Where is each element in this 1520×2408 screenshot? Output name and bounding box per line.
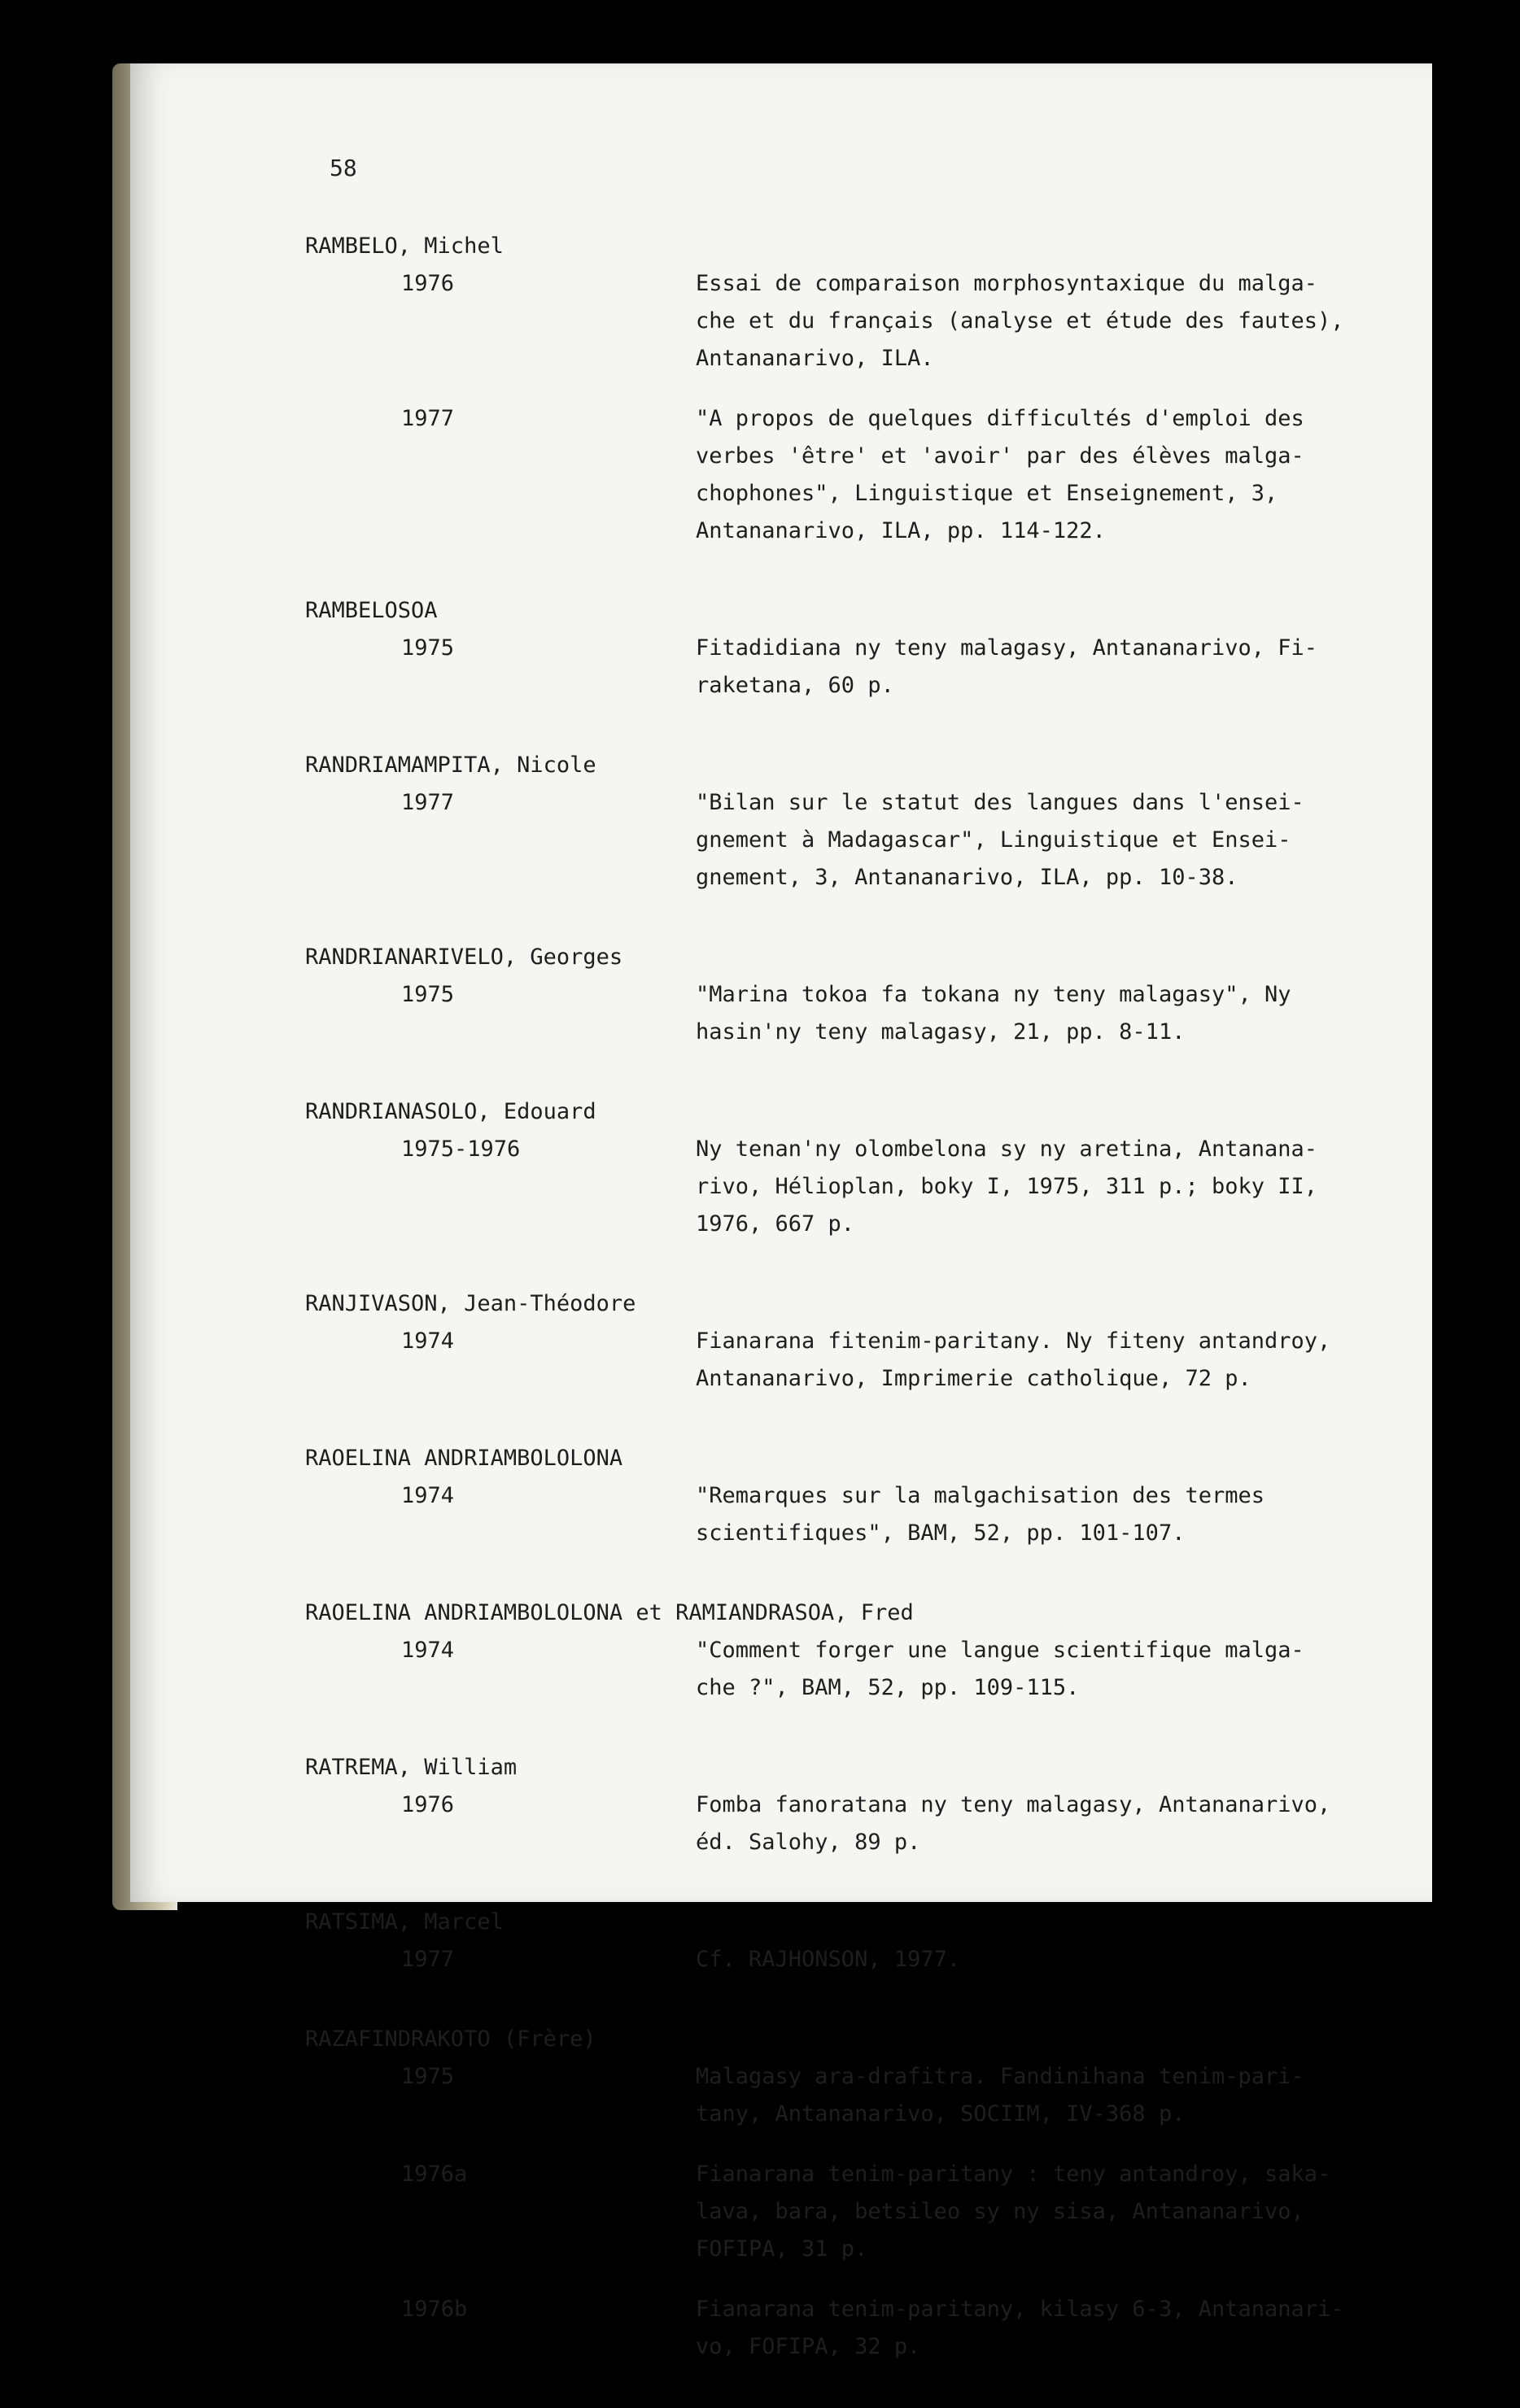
entry-work: [305, 1131, 1347, 1243]
bibliography-entry: [305, 939, 1347, 1051]
entry-author: RAMBELOSOA: [305, 598, 438, 623]
work-year: 1976: [401, 1792, 455, 1817]
work-year: 1975: [401, 982, 455, 1007]
citation-line: vo, FOFIPA, 32 p.: [696, 2334, 921, 2359]
entry-author: RATREMA, William: [305, 1755, 518, 1780]
page-number: 58: [330, 155, 357, 181]
work-citation: [696, 784, 1347, 896]
entry-work: [305, 400, 1347, 550]
work-citation: [696, 265, 1347, 377]
work-year: 1976b: [401, 2297, 468, 2322]
work-year: 1975: [401, 635, 455, 661]
citation-line: scientifiques", BAM, 52, pp. 101-107.: [696, 1520, 1186, 1546]
work-citation: [696, 2058, 1347, 2133]
citation-line: lava, bara, betsileo sy ny sisa, Antananarivo,: [696, 2199, 1304, 2224]
citation-line: tany, Antananarivo, SOCIIM, IV-368 p.: [696, 2101, 1186, 2127]
bibliography-entry: [305, 1285, 1347, 1398]
entry-author: RAOELINA ANDRIAMBOLOLONA et RAMIANDRASOA, Fred: [305, 1600, 914, 1625]
citation-line: 1976, 667 p.: [696, 1211, 855, 1237]
work-year: 1976: [401, 271, 455, 296]
citation-line: FOFIPA, 31 p.: [696, 2236, 868, 2262]
bibliography-entry: [305, 1594, 1347, 1707]
entry-work: [305, 1786, 1347, 1861]
entry-work: [305, 1941, 1347, 1978]
citation-line: Antananarivo, ILA.: [696, 346, 934, 371]
citation-line: rivo, Hélioplan, boky I, 1975, 311 p.; boky II,: [696, 1174, 1318, 1199]
work-year: 1977: [401, 790, 455, 815]
bibliography-entry: [305, 747, 1347, 896]
entry-author: RATSIMA, Marcel: [305, 1909, 504, 1935]
entry-author: RAZAFINDRAKOTO (Frère): [305, 2026, 596, 2052]
work-citation: [696, 1786, 1347, 1861]
citation-line: gnement à Madagascar", Linguistique et Ensei-: [696, 827, 1291, 853]
citation-line: Cf. RAJHONSON, 1977.: [696, 1947, 961, 1972]
bibliography-entry: [305, 2021, 1347, 2366]
bibliography-entry: [305, 1749, 1347, 1861]
bibliography-entry: [305, 1440, 1347, 1552]
bibliography-entry: [305, 1093, 1347, 1243]
entry-author: RANDRIANARIVELO, Georges: [305, 944, 623, 970]
entry-author: RANDRIAMAMPITA, Nicole: [305, 752, 596, 778]
work-citation: [696, 1632, 1347, 1707]
citation-line: Ny tenan'ny olombelona sy ny aretina, Antanana-: [696, 1136, 1318, 1162]
entry-work: [305, 2291, 1347, 2366]
citation-line: "Bilan sur le statut des langues dans l'ensei-: [696, 790, 1304, 815]
entry-author: RAOELINA ANDRIAMBOLOLONA: [305, 1446, 623, 1471]
work-citation: [696, 2291, 1347, 2366]
entry-work: [305, 265, 1347, 377]
entry-work: [305, 2058, 1347, 2133]
entry-work: [305, 1323, 1347, 1398]
work-year: 1974: [401, 1483, 455, 1508]
work-citation: [696, 1131, 1347, 1243]
entry-author: RAMBELO, Michel: [305, 233, 504, 259]
citation-line: "Marina tokoa fa tokana ny teny malagasy", Ny: [696, 982, 1291, 1007]
bibliography-entry: [305, 228, 1347, 550]
entry-author: RANDRIANASOLO, Edouard: [305, 1099, 596, 1124]
work-gap: [305, 377, 1347, 400]
citation-line: Fitadidiana ny teny malagasy, Antananarivo, Fi-: [696, 635, 1318, 661]
citation-line: Fianarana tenim-paritany : teny antandroy, saka-: [696, 2162, 1331, 2187]
entry-work: [305, 784, 1347, 896]
bibliography-entry: [305, 1904, 1347, 1978]
citation-line: Malagasy ara-drafitra. Fandinihana tenim-pari-: [696, 2064, 1304, 2089]
citation-line: Fianarana fitenim-paritany. Ny fiteny antandroy,: [696, 1328, 1331, 1354]
work-year: 1976a: [401, 2162, 468, 2187]
citation-line: "Comment forger une langue scientifique malga-: [696, 1638, 1304, 1663]
work-citation: [696, 630, 1347, 705]
citation-line: verbes 'être' et 'avoir' par des élèves malga-: [696, 443, 1304, 469]
work-citation: [696, 1323, 1347, 1398]
citation-line: Antananarivo, ILA, pp. 114-122.: [696, 518, 1106, 543]
citation-line: raketana, 60 p.: [696, 673, 894, 698]
entry-work: [305, 630, 1347, 705]
work-citation: [696, 2156, 1347, 2268]
work-year: 1977: [401, 1947, 455, 1972]
bibliography-entry: [305, 592, 1347, 705]
work-year: 1975-1976: [401, 1136, 521, 1162]
entry-work: [305, 976, 1347, 1051]
citation-line: Essai de comparaison morphosyntaxique du malga-: [696, 271, 1318, 296]
citation-line: Fianarana tenim-paritany, kilasy 6-3, Antananari-: [696, 2297, 1344, 2322]
citation-line: éd. Salohy, 89 p.: [696, 1830, 921, 1855]
work-year: 1977: [401, 406, 455, 431]
citation-line: hasin'ny teny malagasy, 21, pp. 8-11.: [696, 1019, 1186, 1045]
work-year: 1974: [401, 1638, 455, 1663]
work-citation: [696, 1477, 1347, 1552]
citation-line: Antananarivo, Imprimerie catholique, 72 p.: [696, 1366, 1251, 1391]
citation-line: chophones", Linguistique et Enseignement, 3,: [696, 481, 1278, 506]
work-citation: [696, 976, 1347, 1051]
entry-author: RANJIVASON, Jean-Théodore: [305, 1291, 636, 1316]
citation-line: che et du français (analyse et étude des fautes),: [696, 308, 1344, 334]
work-citation: [696, 1941, 1347, 1978]
entry-work: [305, 1477, 1347, 1552]
citation-line: Fomba fanoratana ny teny malagasy, Antananarivo,: [696, 1792, 1331, 1817]
work-gap: [305, 2268, 1347, 2291]
citation-line: che ?", BAM, 52, pp. 109-115.: [696, 1675, 1080, 1700]
citation-line: gnement, 3, Antananarivo, ILA, pp. 10-38.: [696, 865, 1238, 890]
citation-line: "A propos de quelques difficultés d'emploi des: [696, 406, 1304, 431]
work-year: 1974: [401, 1328, 455, 1354]
entry-work: [305, 2156, 1347, 2268]
work-gap: [305, 2133, 1347, 2156]
citation-line: "Remarques sur la malgachisation des termes: [696, 1483, 1264, 1508]
work-citation: [696, 400, 1347, 550]
entry-work: [305, 1632, 1347, 1707]
work-year: 1975: [401, 2064, 455, 2089]
bibliography-entries: [305, 228, 1347, 2408]
